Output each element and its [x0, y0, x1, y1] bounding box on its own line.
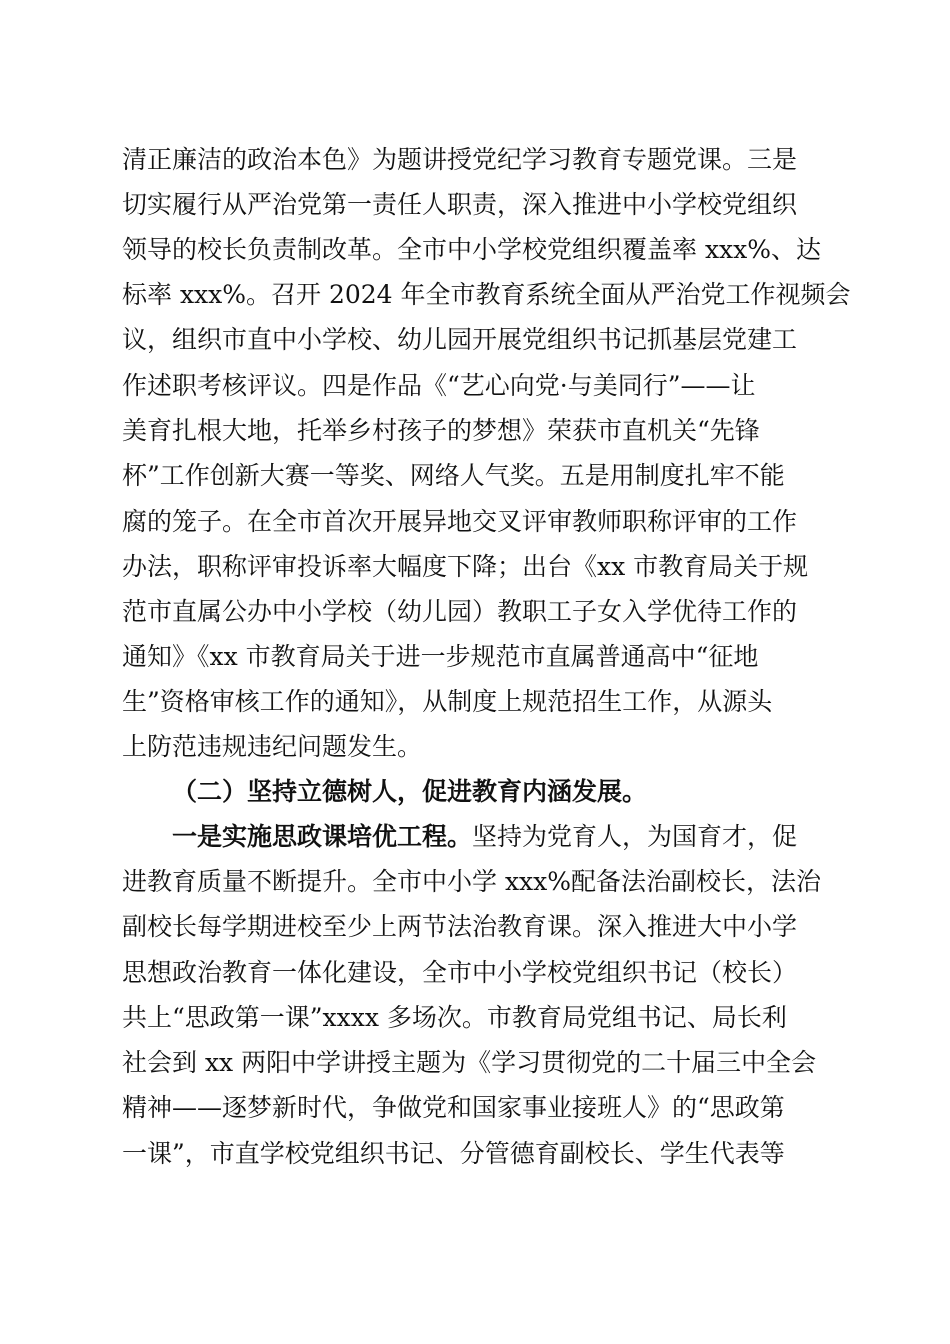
- text-line: 通知》《xx 市教育局关于进一步规范市直属普通高中“征地: [122, 642, 759, 671]
- text-line: 一课”，市直学校党组织书记、分管德育副校长、学生代表等: [122, 1139, 785, 1168]
- section-heading: （二）坚持立德树人，促进教育内涵发展。: [172, 777, 648, 806]
- text-line: 进教育质量不断提升。全市中小学 xxx%配备法治副校长，法治: [122, 867, 822, 896]
- text-line: 副校长每学期进校至少上两节法治教育课。深入推进大中小学: [122, 912, 798, 941]
- text-line: 办法，职称评审投诉率大幅度下降；出台《xx 市教育局关于规: [122, 552, 809, 581]
- text-line: 标率 xxx%。召开 2024 年全市教育系统全面从严治党工作视频会: [122, 280, 851, 309]
- text-line: 上防范违规违纪问题发生。: [122, 732, 423, 761]
- text-line: 社会到 xx 两阳中学讲授主题为《学习贯彻党的二十届三中全会: [122, 1048, 817, 1077]
- text-line: 腐的笼子。在全市首次开展异地交叉评审教师职称评审的工作: [122, 507, 798, 536]
- text-line: 切实履行从严治党第一责任人职责，深入推进中小学校党组织: [122, 190, 798, 219]
- text-line: 清正廉洁的政治本色》为题讲授党纪学习教育专题党课。三是: [122, 145, 798, 174]
- text-line: 领导的校长负责制改革。全市中小学校党组织覆盖率 xxx%、达: [122, 235, 822, 264]
- text-line: 美育扎根大地，托举乡村孩子的梦想》荣获市直机关“先锋: [122, 416, 760, 445]
- text-line: 杯”工作创新大赛一等奖、网络人气奖。五是用制度扎牢不能: [122, 461, 785, 490]
- text-line: 共上“思政第一课”xxxx 多场次。市教育局党组书记、局长利: [122, 1003, 787, 1032]
- text-line: 议，组织市直中小学校、幼儿园开展党组织书记抓基层党建工: [122, 325, 798, 354]
- text-line: 精神——逐梦新时代，争做党和国家事业接班人》的“思政第: [122, 1093, 785, 1122]
- text-line: 范市直属公办中小学校（幼儿园）教职工子女入学优待工作的: [122, 597, 798, 626]
- text-line: [172, 821, 828, 853]
- text-line: 思想政治教育一体化建设，全市中小学校党组织书记（校长）: [122, 958, 798, 987]
- text-line: 作述职考核评议。四是作品《“艺心向党·与美同行”——让: [122, 371, 756, 400]
- paragraph-text: 坚持为党育人，为国育才，促: [472, 822, 798, 851]
- paragraph-lead: 一是实施思政课培优工程。: [172, 822, 473, 851]
- text-line: 生”资格审核工作的通知》，从制度上规范招生工作，从源头: [122, 687, 773, 716]
